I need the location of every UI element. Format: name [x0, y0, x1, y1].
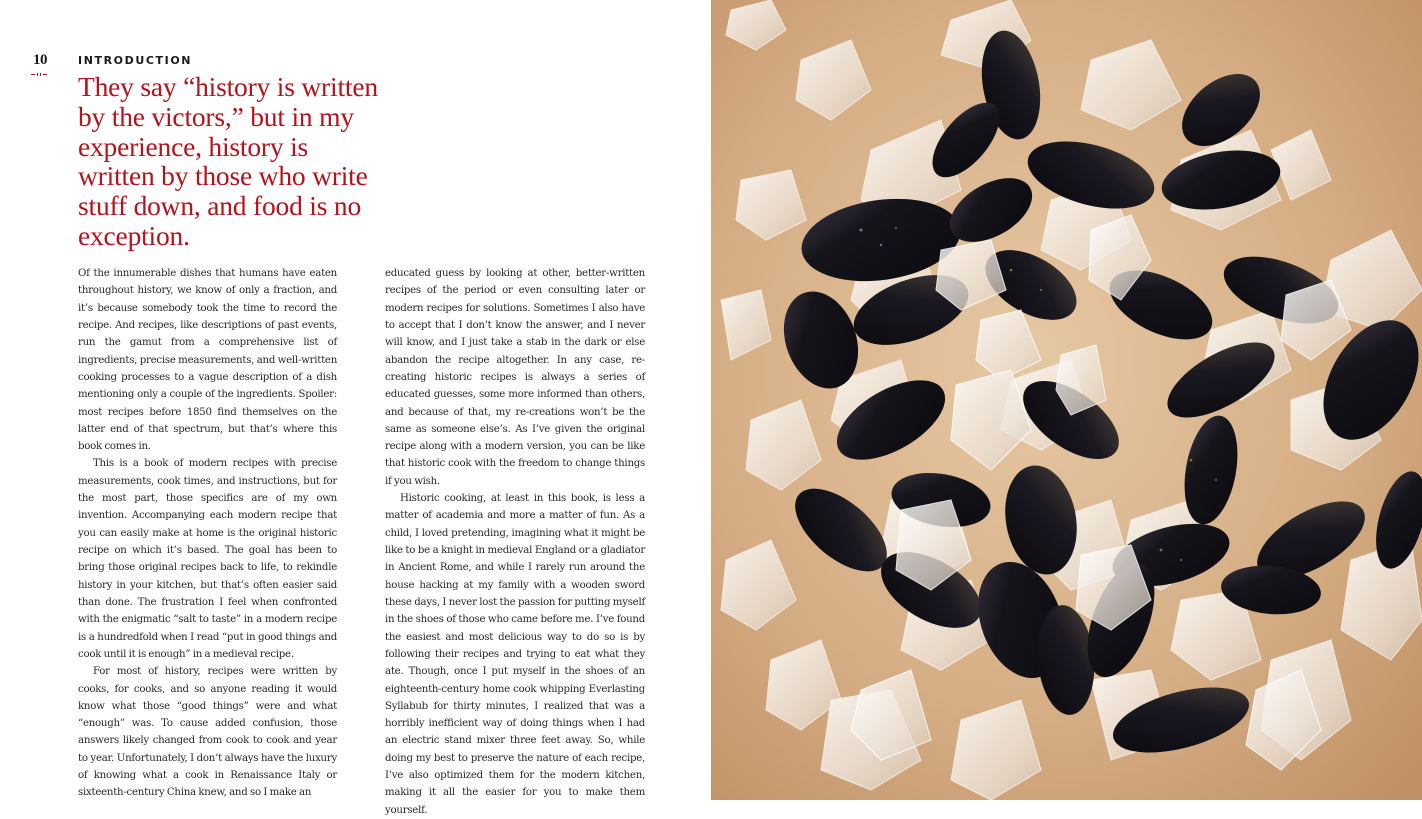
paragraph: Of the innumerable dishes that humans have eaten throughout history, we know of only a fraction, and it’s because somebody took the time to record the recipe. And recipes, like descriptions of past events, run the gamut from a comprehensive list of ingredients, precise measurements, and well-written cooking processes to a vague description of a dish mentioning only a couple of the ingredients. Spoiler: most recipes before 1850 find themselves on the latter end of that spectrum, but that’s where this book comes in. — [78, 268, 337, 453]
mussels-on-ice-photo — [711, 0, 1422, 800]
pull-quote-headline: They say “history is written by the victors,” but in my experience, history is written by those who write stuff down, and food is no exception. — [78, 71, 378, 251]
paragraph: Historic cooking, at least in this book, is less a matter of academia and more a matter of fun. As a child, I loved pretending, imagining what it might be like to be a knight in medieval England or a gladiator in Ancient Rome, and while I rarely run around the house hacking at my family with a wooden sword these days, I never lost the passion for putting myself in the shoes of those who came before me. I’ve found the easiest and most delicious way to do so is by following their recipes and trying to eat what they ate. Though, once I put myself in the shoes of an eighteenth-century home cook whipping Everlasting Syllabub for thirty minutes, I realized that was a horribly inefficient way of doing things when I had an electric stand mixer three feet away. So, while doing my best to preserve the nature of each recipe, I’ve also optimized them for the modern kitchen, making it all the easier for you to make them yourself. — [385, 493, 645, 816]
paragraph: For most of history, recipes were written by cooks, for cooks, and so anyone reading it would know what those “good things” were and what “enough” was. To cause added confusion, those answers likely changed from cook to cook and year to year. Unfortunately, I don’t always have the luxury of knowing what a cook in Renaissance Italy or sixteenth-century China knew, and so I make an — [78, 666, 337, 799]
paragraph: educated guess by looking at other, better-written recipes of the period or even consulting later or modern recipes for solutions. Sometimes I also have to accept that I don’t know the answer, and I never will know, and I just take a stab in the dark or else abandon the recipe altogether. In any case, re-creating historic recipes is always a series of educated guesses, some more informed than others, and because of that, my re-creations won’t be the same as someone else’s. As I’ve given the original recipe along with a modern version, you can be like that historic cook with the freedom to change things if you wish. — [385, 268, 645, 487]
photo-illustration — [711, 0, 1422, 800]
body-column-left — [78, 265, 337, 802]
ornament-icon — [31, 73, 47, 76]
section-label: INTRODUCTION — [78, 54, 193, 67]
left-page — [0, 0, 711, 816]
paragraph: This is a book of modern recipes with precise measurements, cook times, and instructions, but for the most part, those specifics are of my own invention. Accompanying each modern recipe that you can easily make at home is the original historic recipe on which it’s based. The goal has been to bring those original recipes back to life, to rekindle history in your kitchen, but that’s often easier said than done. The frustration I feel when confronted with the enigmatic “salt to taste” in a modern recipe is a hundredfold when I read “put in good things and cook until it is enough” in a medieval recipe. — [78, 458, 337, 660]
page-number: 10 — [33, 52, 47, 68]
body-column-right — [385, 265, 645, 819]
